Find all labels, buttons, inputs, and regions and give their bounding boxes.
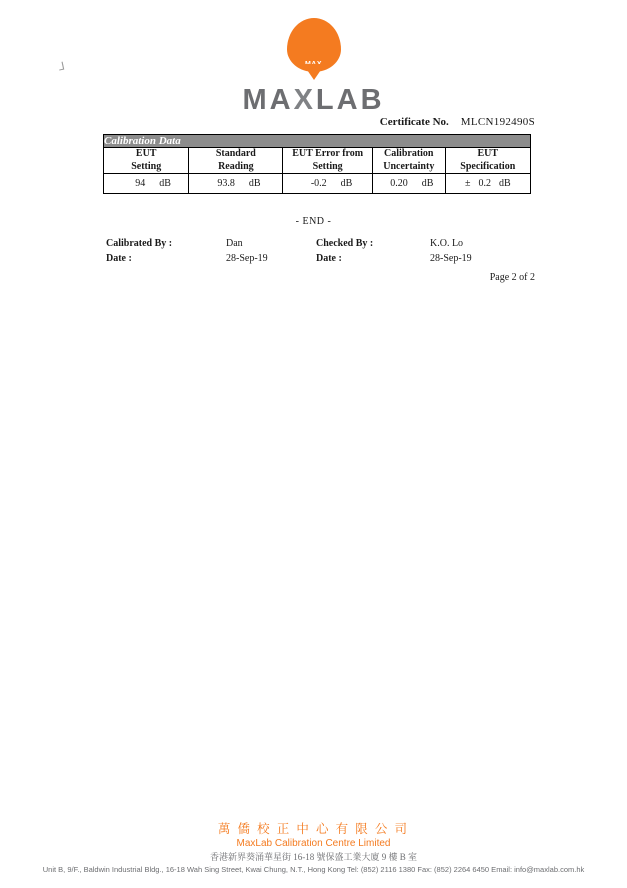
cell-eut-setting-value: 94 [135, 178, 146, 189]
column-header-eut-specification-line2: Specification [460, 160, 516, 172]
cell-eut-setting-unit: dB [159, 178, 171, 189]
end-marker: - END - [295, 216, 332, 227]
cell-eut-specification [445, 174, 530, 194]
checked-by-value: K.O. Lo [430, 238, 464, 249]
cell-eut-error [283, 174, 373, 194]
cell-eut-specification-value: 0.2 [478, 178, 491, 189]
page-number: Page 2 of 2 [489, 272, 535, 283]
calibrated-by-value: Dan [226, 238, 243, 249]
footer-company-cn: 萬 僑 校 正 中 心 有 限 公 司 [217, 822, 410, 836]
certificate-number-value: MLCN192490S [460, 116, 535, 128]
column-header-eut-setting [104, 148, 189, 174]
cell-uncertainty-unit: dB [421, 178, 434, 189]
column-header-eut-error [283, 148, 373, 174]
column-header-standard-reading-line2: Reading [218, 160, 254, 172]
stray-pen-mark: ᒧ [56, 60, 66, 74]
calibrated-date [106, 253, 316, 264]
column-header-uncertainty [372, 148, 445, 174]
footer-address-en: Unit B, 9/F., Baldwin Industrial Bldg., 16-18 Wah Sing Street, Kwai Chung, N.T., Hong Kong Tel: (852) 2116 1380 Fax: (852) 2264 6450 Email: info@maxlab.com.hk [42, 865, 585, 874]
cell-standard-reading-unit: dB [248, 178, 261, 189]
column-header-eut-error-line1: EUT Error from [292, 148, 364, 159]
checked-date-label: Date : [316, 253, 342, 264]
certificate-number [380, 116, 535, 128]
table-title: Calibration Data [104, 135, 531, 148]
logo-wordmark-part2: LAB [315, 84, 385, 116]
company-logo [0, 18, 627, 117]
cell-standard-reading-value: 93.8 [217, 178, 235, 189]
column-header-eut-setting-line1: EUT [135, 148, 157, 159]
cell-eut-error-value: -0.2 [310, 178, 327, 189]
checked-date-value: 28-Sep-19 [430, 253, 472, 264]
cell-uncertainty [372, 174, 445, 194]
cell-eut-specification-unit: dB [498, 178, 511, 189]
logo-drop-icon [287, 18, 341, 72]
table-header-row [104, 148, 531, 174]
checked-date [316, 253, 526, 264]
cell-uncertainty-value: 0.20 [390, 178, 408, 189]
column-header-eut-setting-line2: Setting [131, 160, 162, 172]
cell-eut-specification-sign: ± [464, 178, 471, 189]
logo-wordmark [0, 84, 627, 117]
footer-company-en: MaxLab Calibration Centre Limited [236, 838, 391, 849]
certificate-number-label: Certificate No. [379, 116, 449, 128]
calibrated-date-value: 28-Sep-19 [226, 253, 268, 264]
calibrated-by-label: Calibrated By : [106, 238, 173, 249]
logo-wordmark-x: X [293, 84, 316, 116]
signature-row-dates [106, 253, 526, 264]
cell-standard-reading [189, 174, 283, 194]
table-title-row [104, 135, 531, 148]
column-header-uncertainty-line1: Calibration [384, 148, 434, 159]
column-header-eut-specification [445, 148, 530, 174]
footer-address-cn: 香港新界葵涌華星街 16-18 號保盛工業大廈 9 樓 B 室 [209, 852, 417, 862]
table-row [104, 174, 531, 194]
column-header-uncertainty-line2: Uncertainty [383, 160, 435, 172]
logo-drop-label: MAX [304, 61, 323, 68]
column-header-eut-specification-line1: EUT [477, 148, 499, 159]
cell-eut-setting [104, 174, 189, 194]
column-header-eut-error-line2: Setting [312, 160, 343, 172]
page-footer [0, 819, 627, 874]
column-header-standard-reading-line1: Standard [215, 148, 256, 159]
calibration-data-table [103, 134, 531, 194]
signature-block [106, 238, 526, 268]
checked-by [316, 238, 526, 249]
logo-wordmark-part1: MA [242, 84, 294, 116]
calibrated-by [106, 238, 316, 249]
checked-by-label: Checked By : [316, 238, 374, 249]
column-header-standard-reading [189, 148, 283, 174]
cell-eut-error-unit: dB [340, 178, 353, 189]
signature-row-names [106, 238, 526, 249]
calibrated-date-label: Date : [106, 253, 132, 264]
